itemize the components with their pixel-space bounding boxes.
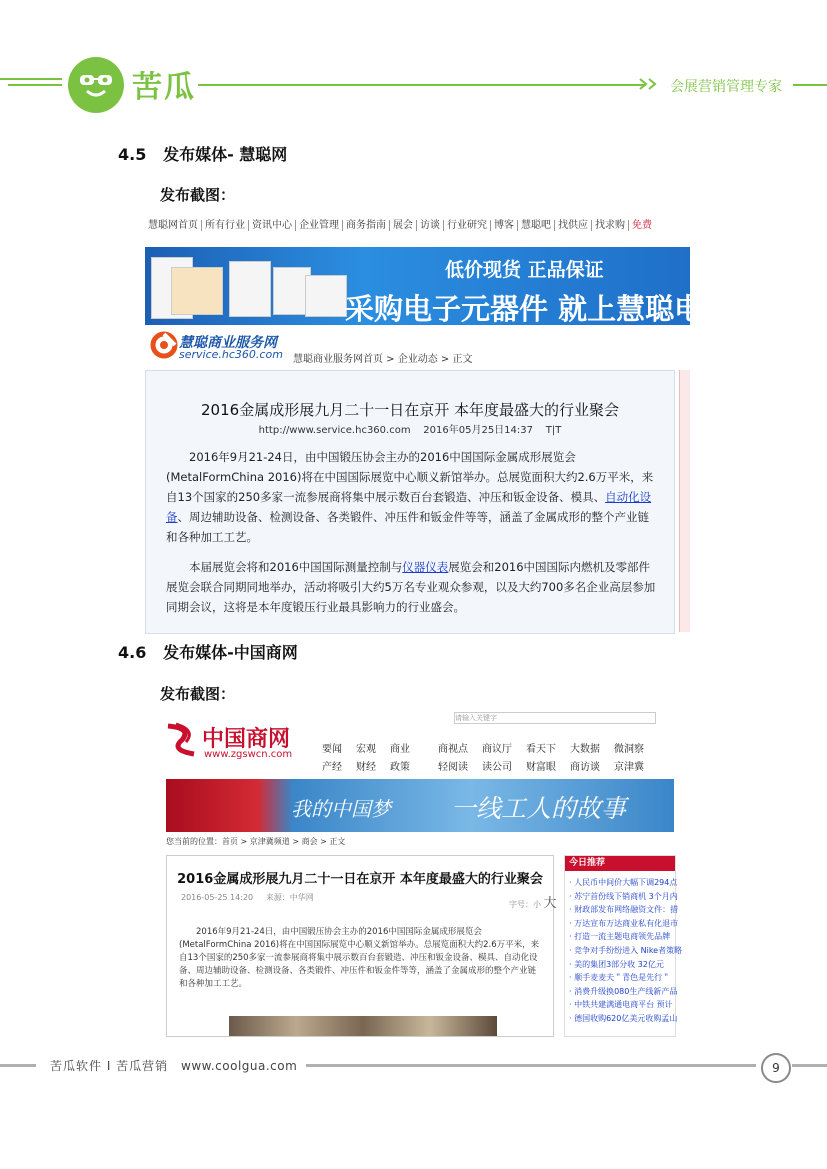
footer-left-bar	[0, 1064, 36, 1067]
nav-item[interactable]: 找求购	[592, 220, 629, 231]
banner-thumb	[229, 261, 271, 317]
article-paragraph-1	[166, 447, 656, 547]
nav-item[interactable]: 大数据	[570, 744, 600, 755]
hc360-site-url[interactable]: service.hc360.com	[179, 348, 283, 361]
panel-title: 今日推荐	[565, 856, 675, 871]
font-size-label: 字号：	[509, 900, 533, 909]
article-date: 2016年05月25日14:37	[423, 425, 533, 436]
section-heading-4-6	[118, 640, 298, 663]
recommend-list	[565, 876, 682, 1026]
section-number: 4.6	[118, 643, 147, 662]
nav-item[interactable]: 企业管理	[296, 220, 343, 231]
banner-text-1: 我的中国梦	[291, 797, 391, 821]
nav-item[interactable]: 行业研究	[444, 220, 491, 231]
list-item[interactable]: · 财政部发布网络融资文件：措	[569, 905, 679, 915]
zgswcn-article	[166, 855, 557, 1037]
nav-item[interactable]: 微洞察	[614, 744, 644, 755]
breadcrumb[interactable]: 慧聪商业服务网首页 > 企业动态 > 正文	[293, 354, 473, 365]
nav-item[interactable]: 商业	[390, 744, 410, 755]
zgswcn-header	[154, 716, 674, 778]
header-end-line	[793, 84, 827, 86]
nav-item[interactable]: 所有行业	[202, 220, 249, 231]
banner-text-2: 一线工人的故事	[451, 794, 627, 823]
list-item[interactable]: · 万达宣布万达商业私有化退市	[569, 918, 679, 928]
article-title: 2016金属成形展九月二十一日在京开 本年度最盛大的行业聚会	[201, 401, 619, 419]
footer-right-bar	[792, 1064, 827, 1067]
footer-mid-bar	[306, 1064, 756, 1067]
zgswcn-site-url[interactable]: www.zgswcn.com	[204, 749, 293, 760]
auto-equipment-link[interactable]: 自动化设备	[166, 490, 652, 524]
list-item[interactable]: · 竞争对手纷纷进入 Nike者策略	[569, 945, 683, 955]
nav-item[interactable]: 产经	[322, 762, 342, 773]
hc360-banner[interactable]	[145, 247, 762, 326]
article-photo	[229, 1016, 497, 1036]
section-title: 发布媒体- 慧聪网	[163, 145, 288, 164]
nav-item[interactable]: 商视点	[438, 744, 468, 755]
footer-text	[50, 1057, 297, 1074]
header-left-line	[0, 78, 62, 80]
section-heading-4-5	[118, 142, 287, 165]
nav-item[interactable]: 博客	[491, 220, 518, 231]
zgswcn-screenshot	[154, 714, 683, 1036]
list-item[interactable]: · 打造一流主题电商领先品牌	[569, 932, 671, 942]
nav-row-1	[322, 740, 644, 755]
article-paragraph-2	[166, 557, 656, 617]
nav-item[interactable]: 读公司	[482, 762, 512, 773]
nav-item[interactable]: 财经	[356, 762, 376, 773]
article-source: 来源：中华网	[265, 893, 314, 902]
article-meta	[181, 892, 314, 903]
nav-item[interactable]: 政策	[390, 762, 410, 773]
nav-item[interactable]: 商访谈	[570, 762, 600, 773]
header-slogan: 会展营销管理专家	[670, 79, 782, 95]
header-right-line	[198, 84, 646, 86]
para-text: 2016年9月21-24日，由中国锻压协会主办的2016中国国际金属成形展览会(MetalFormChina 2016)将在中国国际展览中心顺义新馆举办。总展览面积大约2.6万平米，来自13个国家的250多家一流参展商将集中展示数百台套锻造、冲压和钣金设备、模具、	[166, 450, 654, 504]
nav-item[interactable]: 要闻	[322, 744, 342, 755]
zgswcn-site-name[interactable]: 中国商网	[202, 726, 291, 752]
hc360-site-name[interactable]: 慧聪商业服务网	[179, 335, 277, 351]
banner-thumb	[305, 275, 347, 317]
hc360-screenshot	[145, 220, 762, 622]
hc360-logo-icon	[149, 330, 179, 360]
article-meta	[146, 421, 674, 436]
font-toggle[interactable]: T|T	[545, 425, 562, 436]
font-big-button[interactable]: 大	[543, 896, 557, 911]
double-chevron-icon	[638, 77, 660, 91]
list-item[interactable]: · 美的集团3部分收 32亿元	[569, 959, 664, 969]
nav-item[interactable]: 宏观	[356, 744, 376, 755]
search-input[interactable]: 请输入关键字	[454, 712, 656, 724]
instrument-link[interactable]: 仪器仪表	[402, 560, 449, 574]
header-left-line-2	[8, 84, 62, 86]
nav-item[interactable]: 资讯中心	[249, 220, 296, 231]
article-title: 2016金属成形展九月二十一日在京开 本年度最盛大的行业聚会	[177, 872, 543, 887]
font-size-control	[509, 892, 557, 911]
nav-item[interactable]: 免费	[632, 220, 652, 231]
today-recommend-panel	[564, 855, 683, 1037]
list-item[interactable]: · 德国收购620亿美元收购孟山	[569, 1013, 678, 1023]
article-paragraph	[179, 926, 541, 991]
hc360-nav	[145, 220, 690, 240]
para-text: 、周边辅助设备、检测设备、各类锻件、冲压件和钣金件等等，涵盖了金属成形的整个产业链和各种加工工艺。	[166, 510, 649, 544]
article-url[interactable]: http://www.service.hc360.com	[258, 425, 411, 436]
list-item[interactable]: · 顺手麦麦夫＂青色是先行＂	[569, 973, 671, 983]
nav-row-2	[322, 758, 644, 773]
para-text: 展览会和2016中国国际内燃机及零部件展览会联合同期同地举办，活动将吸引大约5万名专业观众参观，以及大约700多名企业高层参加同期会议，这将是本年度锻压行业最具影响力的行业盛会。	[166, 560, 656, 614]
hc360-article	[145, 370, 675, 634]
nav-item[interactable]: 看天下	[526, 744, 556, 755]
section-title: 发布媒体-中国商网	[163, 643, 298, 662]
zgswcn-banner[interactable]	[166, 779, 674, 832]
nav-item[interactable]: 展会	[390, 220, 417, 231]
footer-url[interactable]: www.coolgua.com	[181, 1059, 298, 1073]
screenshot-label: 发布截图：	[160, 186, 236, 204]
breadcrumb[interactable]: 您当前的位置：首页 > 京津冀频道 > 商会 > 正文	[166, 837, 346, 846]
nav-item[interactable]: 找供应	[555, 220, 592, 231]
list-item[interactable]: · 人民币中间价大幅下调294点	[569, 878, 678, 887]
sidebar-strip	[679, 370, 690, 632]
banner-thumb	[171, 267, 223, 315]
nav-item[interactable]: 慧聪网首页	[145, 220, 202, 231]
banner-small-text: 低价现货 正品保证	[445, 259, 604, 281]
page-number: 9	[761, 1053, 791, 1083]
logo-face-icon	[78, 70, 114, 100]
font-small-button[interactable]: 小	[533, 900, 541, 909]
list-item[interactable]: · 中铁共建满通电商平台 预计	[569, 1000, 673, 1010]
banner-big-text: 采购电子元器件 就上慧聪电子商	[345, 292, 762, 326]
logo-text: 苦瓜	[132, 70, 196, 105]
screenshot-label: 发布截图：	[160, 685, 236, 703]
zgswcn-logo-icon	[162, 720, 200, 760]
nav-item[interactable]: 财富眼	[526, 762, 556, 773]
list-item[interactable]: · 苏宁首份线下销商机 3个月内	[569, 891, 678, 901]
nav-item[interactable]: 商议厅	[482, 744, 512, 755]
footer-company: 苦瓜软件 I 苦瓜营销	[50, 1059, 169, 1073]
para-text: 本届展览会将和2016中国国际测量控制与	[189, 560, 403, 574]
nav-item[interactable]: 慧聪吧	[518, 220, 555, 231]
article-date: 2016-05-25 14:20	[181, 893, 254, 902]
nav-item[interactable]: 访谈	[417, 220, 444, 231]
nav-item[interactable]: 京津冀	[614, 762, 644, 773]
nav-item[interactable]: 轻阅读	[438, 762, 468, 773]
list-item[interactable]: · 消费升级换080生产线新产品	[569, 986, 678, 996]
para-text: 2016年9月21-24日，由中国锻压协会主办的2016中国国际金属成形展览会(MetalFormChina 2016)将在中国国际展览中心顺义新馆举办。总展览面积大约2.6万平米，来自13个国家的250多家一流参展商将集中展示数百台套锻造、冲压和钣金设备、模具、自动化设备、周边辅助设备、检测设备、各类锻件、冲压件和钣金件等等，涵盖了金属成形的整个产业链和各种加工工艺。	[179, 927, 540, 989]
nav-item[interactable]: 商务指南	[343, 220, 390, 231]
section-number: 4.5	[118, 145, 147, 164]
